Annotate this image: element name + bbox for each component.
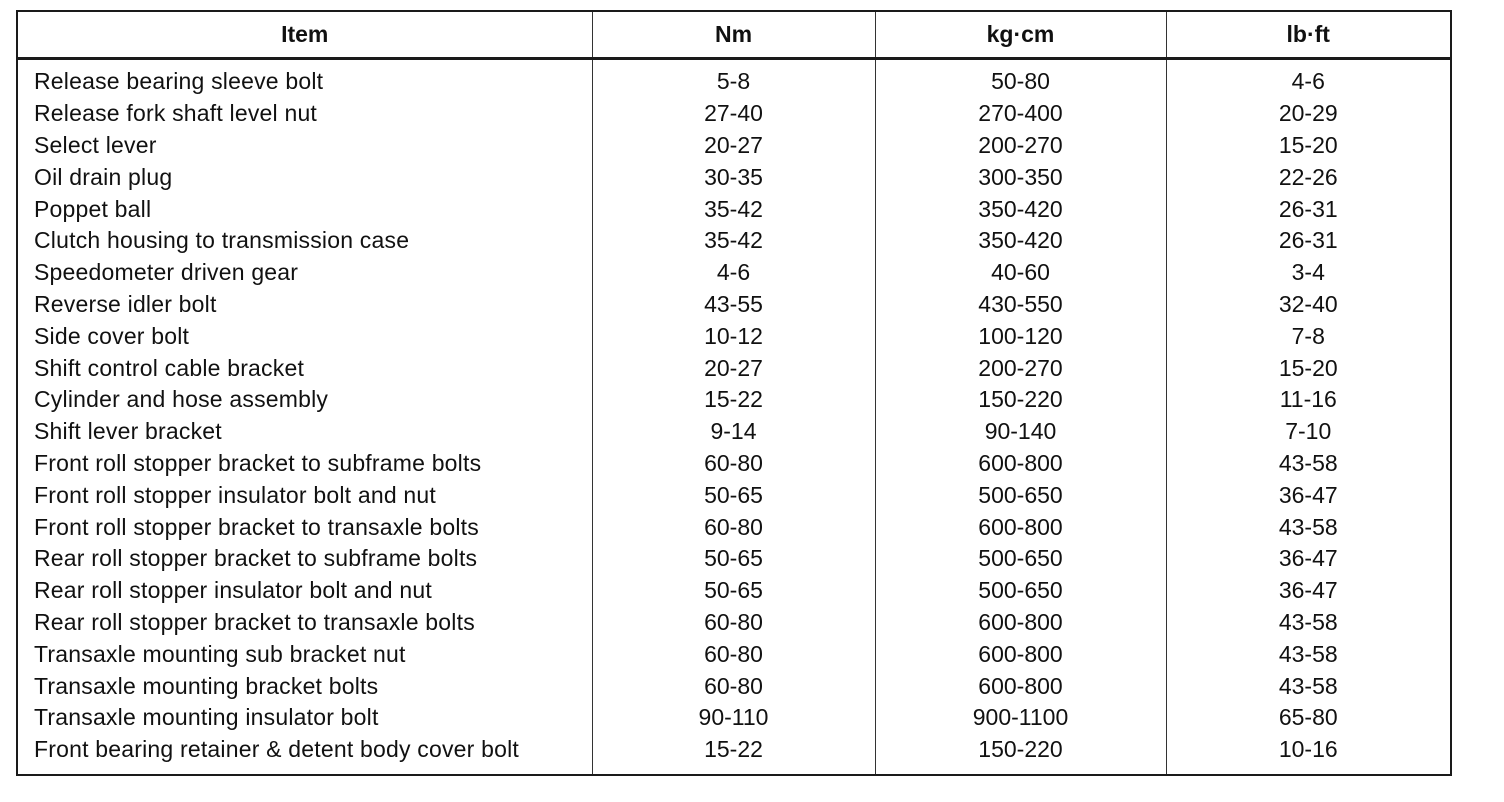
cell-lbft: 10-16	[1166, 734, 1451, 775]
cell-nm: 43-55	[592, 289, 875, 321]
cell-nm: 9-14	[592, 416, 875, 448]
cell-kgcm: 150-220	[875, 734, 1166, 775]
table-row	[17, 59, 1451, 98]
cell-kgcm: 150-220	[875, 384, 1166, 416]
cell-nm: 50-65	[592, 543, 875, 575]
cell-nm: 90-110	[592, 702, 875, 734]
cell-kgcm: 900-1100	[875, 702, 1166, 734]
table-body	[17, 59, 1451, 775]
cell-lbft: 36-47	[1166, 479, 1451, 511]
table-row	[17, 607, 1451, 639]
cell-lbft: 22-26	[1166, 161, 1451, 193]
cell-nm: 60-80	[592, 638, 875, 670]
cell-item: Cylinder and hose assembly	[34, 386, 329, 413]
header-item: Item	[17, 11, 592, 59]
cell-item: Shift lever bracket	[34, 418, 222, 445]
cell-item: Rear roll stopper bracket to transaxle bolts	[34, 608, 475, 635]
cell-nm: 15-22	[592, 384, 875, 416]
cell-nm: 4-6	[592, 257, 875, 289]
table-row	[17, 448, 1451, 480]
cell-lbft: 15-20	[1166, 130, 1451, 162]
cell-item: Front bearing retainer & detent body cover bolt	[34, 736, 520, 763]
cell-item: Select lever	[34, 131, 157, 158]
cell-kgcm: 300-350	[875, 161, 1166, 193]
cell-nm: 50-65	[592, 479, 875, 511]
cell-nm: 35-42	[592, 193, 875, 225]
cell-nm: 60-80	[592, 607, 875, 639]
cell-item: Front roll stopper insulator bolt and nut	[34, 481, 436, 508]
cell-nm: 20-27	[592, 352, 875, 384]
table-row	[17, 416, 1451, 448]
cell-kgcm: 200-270	[875, 130, 1166, 162]
cell-kgcm: 500-650	[875, 575, 1166, 607]
cell-kgcm: 350-420	[875, 225, 1166, 257]
table-row	[17, 543, 1451, 575]
cell-item: Rear roll stopper bracket to subframe bolts	[34, 545, 478, 572]
cell-kgcm: 600-800	[875, 638, 1166, 670]
cell-nm: 30-35	[592, 161, 875, 193]
cell-lbft: 7-10	[1166, 416, 1451, 448]
table-row	[17, 161, 1451, 193]
cell-lbft: 43-58	[1166, 511, 1451, 543]
table-row	[17, 734, 1451, 775]
cell-item: Release bearing sleeve bolt	[34, 68, 324, 95]
cell-kgcm: 270-400	[875, 98, 1166, 130]
cell-item: Transaxle mounting sub bracket nut	[34, 640, 406, 667]
cell-lbft: 4-6	[1166, 59, 1451, 98]
cell-nm: 20-27	[592, 130, 875, 162]
table-row	[17, 479, 1451, 511]
cell-lbft: 26-31	[1166, 225, 1451, 257]
cell-kgcm: 90-140	[875, 416, 1166, 448]
cell-item: Reverse idler bolt	[34, 290, 217, 317]
table-row	[17, 257, 1451, 289]
cell-kgcm: 600-800	[875, 448, 1166, 480]
header-row	[17, 11, 1451, 59]
table-row	[17, 289, 1451, 321]
table-row	[17, 511, 1451, 543]
cell-lbft: 36-47	[1166, 543, 1451, 575]
cell-nm: 50-65	[592, 575, 875, 607]
table-row	[17, 670, 1451, 702]
cell-item: Front roll stopper bracket to subframe bolts	[34, 449, 482, 476]
cell-item: Front roll stopper bracket to transaxle bolts	[34, 513, 479, 540]
table-row	[17, 638, 1451, 670]
cell-lbft: 7-8	[1166, 320, 1451, 352]
cell-lbft: 43-58	[1166, 607, 1451, 639]
cell-nm: 27-40	[592, 98, 875, 130]
cell-kgcm: 500-650	[875, 543, 1166, 575]
cell-nm: 60-80	[592, 511, 875, 543]
cell-item: Rear roll stopper insulator bolt and nut	[34, 577, 432, 604]
table-row	[17, 384, 1451, 416]
cell-lbft: 32-40	[1166, 289, 1451, 321]
cell-item: Transaxle mounting insulator bolt	[34, 704, 379, 731]
cell-kgcm: 100-120	[875, 320, 1166, 352]
cell-item: Speedometer driven gear	[34, 259, 299, 286]
cell-item: Poppet ball	[34, 195, 152, 222]
cell-kgcm: 200-270	[875, 352, 1166, 384]
table-row	[17, 352, 1451, 384]
cell-lbft: 36-47	[1166, 575, 1451, 607]
table-row	[17, 702, 1451, 734]
cell-kgcm: 40-60	[875, 257, 1166, 289]
cell-kgcm: 500-650	[875, 479, 1166, 511]
header-kgcm: kg·cm	[875, 11, 1166, 59]
header-nm: Nm	[592, 11, 875, 59]
cell-item: Clutch housing to transmission case	[34, 227, 410, 254]
cell-lbft: 3-4	[1166, 257, 1451, 289]
table-row	[17, 225, 1451, 257]
table-row	[17, 575, 1451, 607]
cell-kgcm: 50-80	[875, 59, 1166, 98]
table-header	[17, 11, 1451, 59]
table-row	[17, 98, 1451, 130]
cell-kgcm: 350-420	[875, 193, 1166, 225]
cell-lbft: 15-20	[1166, 352, 1451, 384]
cell-kgcm: 600-800	[875, 511, 1166, 543]
cell-lbft: 26-31	[1166, 193, 1451, 225]
cell-lbft: 43-58	[1166, 448, 1451, 480]
cell-item: Shift control cable bracket	[34, 354, 305, 381]
table-row	[17, 193, 1451, 225]
cell-nm: 60-80	[592, 670, 875, 702]
cell-item: Release fork shaft level nut	[34, 100, 318, 127]
torque-spec-table	[16, 10, 1452, 776]
cell-nm: 60-80	[592, 448, 875, 480]
table-row	[17, 320, 1451, 352]
header-lbft: lb·ft	[1166, 11, 1451, 59]
cell-item: Transaxle mounting bracket bolts	[34, 672, 379, 699]
cell-lbft: 65-80	[1166, 702, 1451, 734]
cell-item: Side cover bolt	[34, 322, 190, 349]
cell-nm: 5-8	[592, 59, 875, 98]
cell-lbft: 43-58	[1166, 638, 1451, 670]
cell-kgcm: 430-550	[875, 289, 1166, 321]
table-row	[17, 130, 1451, 162]
cell-item: Oil drain plug	[34, 163, 173, 190]
cell-lbft: 43-58	[1166, 670, 1451, 702]
cell-kgcm: 600-800	[875, 607, 1166, 639]
cell-nm: 10-12	[592, 320, 875, 352]
cell-lbft: 11-16	[1166, 384, 1451, 416]
cell-kgcm: 600-800	[875, 670, 1166, 702]
cell-lbft: 20-29	[1166, 98, 1451, 130]
cell-nm: 15-22	[592, 734, 875, 775]
cell-nm: 35-42	[592, 225, 875, 257]
